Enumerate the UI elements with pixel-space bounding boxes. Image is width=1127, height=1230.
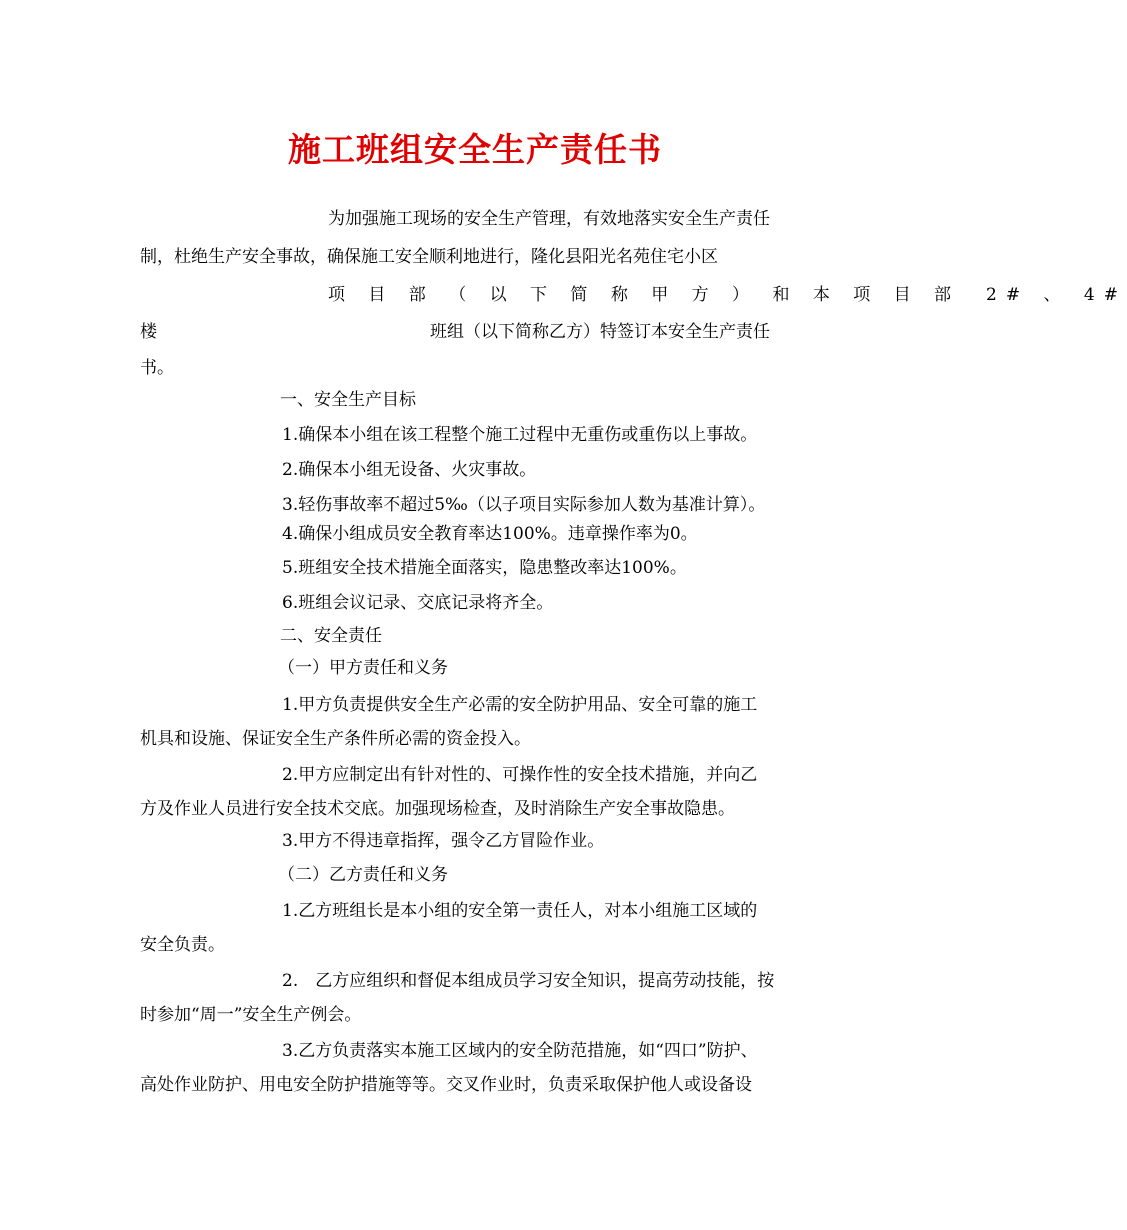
- list-item: 3.乙方负责落实本施工区域内的安全防范措施，如“四口”防护、: [282, 1041, 758, 1061]
- paragraph-line: 安全负责。: [140, 935, 225, 955]
- list-item: 3.甲方不得违章指挥，强令乙方冒险作业。: [282, 831, 605, 851]
- paragraph-line: 高处作业防护、用电安全防护措施等等。交叉作业时，负责采取保护他人或设备设: [140, 1075, 752, 1095]
- paragraph-line: 班组（以下简称乙方）特签订本安全生产责任: [430, 322, 770, 342]
- paragraph-line: 楼: [140, 322, 157, 342]
- paragraph-line: 项 目 部 （ 以 下 简 称 甲 方 ） 和 本 项 目 部 2# 、 4#: [328, 285, 1127, 305]
- paragraph-line: 制，杜绝生产安全事故，确保施工安全顺利地进行，隆化县阳光名苑住宅小区: [140, 247, 718, 267]
- paragraph-line: 方及作业人员进行安全技术交底。加强现场检查，及时消除生产安全事故隐患。: [140, 799, 735, 819]
- list-item: 2.确保本小组无设备、火灾事故。: [282, 460, 537, 480]
- section-heading: 二、安全责任: [280, 626, 382, 646]
- list-item: 1.甲方负责提供安全生产必需的安全防护用品、安全可靠的施工: [282, 695, 758, 715]
- paragraph-line: 机具和设施、保证安全生产条件所必需的资金投入。: [140, 729, 531, 749]
- subsection-heading: （一）甲方责任和义务: [278, 658, 448, 678]
- subsection-heading: （二）乙方责任和义务: [278, 865, 448, 885]
- section-heading: 一、安全生产目标: [280, 390, 416, 410]
- list-item: 5.班组安全技术措施全面落实，隐患整改率达100%。: [282, 558, 687, 578]
- list-item: 4.确保小组成员安全教育率达100%。违章操作率为0。: [282, 524, 698, 544]
- list-item: 1.乙方班组长是本小组的安全第一责任人，对本小组施工区域的: [282, 901, 758, 921]
- list-item: 6.班组会议记录、交底记录将齐全。: [282, 593, 554, 613]
- list-item: 2.甲方应制定出有针对性的、可操作性的安全技术措施，并向乙: [282, 765, 758, 785]
- paragraph-line: 为加强施工现场的安全生产管理，有效地落实安全生产责任: [328, 209, 770, 229]
- paragraph-line: 时参加“周一”安全生产例会。: [140, 1005, 362, 1025]
- list-item: 2. 乙方应组织和督促本组成员学习安全知识，提高劳动技能，按: [282, 971, 775, 991]
- list-item: 1.确保本小组在该工程整个施工过程中无重伤或重伤以上事故。: [282, 425, 758, 445]
- document-title: 施工班组安全生产责任书: [288, 130, 662, 169]
- paragraph-line: 书。: [140, 358, 174, 378]
- list-item: 3.轻伤事故率不超过5‰（以子项目实际参加人数为基准计算）。: [282, 495, 766, 515]
